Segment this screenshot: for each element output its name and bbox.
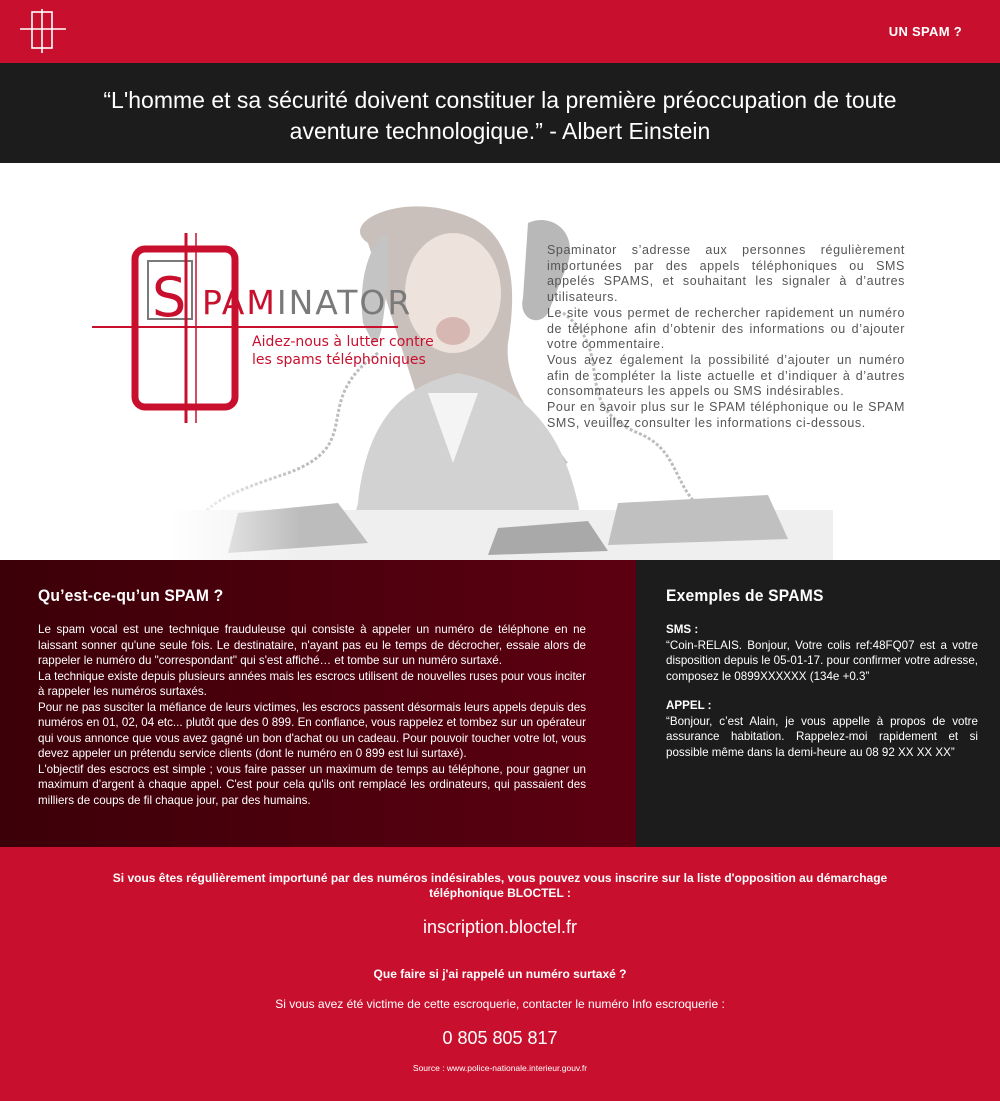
site-logo-icon[interactable]: [18, 9, 68, 53]
logo-letter-s: S: [152, 266, 187, 329]
hero-paragraph: Vous avez également la possibilité d’ajouter un numéro afin de compléter la liste actuelle et d’indiquer à d’autres consommateurs les appels ou SMS indésirables.: [547, 352, 905, 399]
victim-instruction: Si vous avez été victime de cette escroquerie, contacter le numéro Info escroquerie :: [275, 997, 725, 1011]
brand-title: [202, 283, 412, 322]
surcharged-question: Que faire si j'ai rappelé un numéro surtaxé ?: [373, 967, 627, 981]
call-example: [666, 698, 978, 760]
what-is-spam-title: Qu’est-ce-qu’un SPAM ?: [38, 586, 224, 605]
call-label: APPEL :: [666, 699, 712, 712]
spam-examples-section: [636, 560, 1000, 847]
tagline-line-1: Aidez-nous à lutter contre: [252, 334, 434, 350]
bloctel-link[interactable]: inscription.bloctel.fr: [422, 917, 578, 937]
spam-paragraph: La technique existe depuis plusieurs années mais les escrocs utilisent de nouvelles ruses pour vous inciter à rappeler les numéros surtaxés.: [38, 669, 586, 698]
quote-band: [0, 63, 1000, 163]
hero-paragraph: Le site vous permet de rechercher rapidement un numéro de téléphone afin d’obtenir des informations ou d’ajouter votre commentaire.: [547, 305, 905, 352]
spam-paragraph: L'objectif des escrocs est simple ; vous faire passer un maximum de temps au téléphone, pour gagner un maximum d’argent à chaque appel. C'est pour cela qu'ils ont remplacé les ordinateurs, qui passaient des milliers de coups de fil chaque jour, par des humains.: [38, 762, 586, 807]
hero-paragraph: Spaminator s’adresse aux personnes régulièrement importunées par des appels téléphoniques ou SMS appelés SPAMS, et souhaitant les signaler à d’autres utilisateurs.: [547, 243, 905, 305]
tagline-line-2: les spams téléphoniques: [252, 352, 426, 368]
spaminator-logo-frame: [88, 231, 468, 431]
what-is-spam-section: [0, 560, 636, 847]
spam-examples-body: [666, 622, 978, 774]
sms-example: [666, 622, 978, 684]
hero-description: [547, 243, 905, 431]
spam-paragraph: Le spam vocal est une technique frauduleuse qui consiste à appeler un numéro de téléphone en ne laissant sonner qu'une seule fois. Le destinataire, n'ayant pas eu le temps de décrocher, essaie alors de rappeler le numéro du "correspondant" qui s'est affiché… et tombe sur un numéro surtaxé.: [38, 623, 586, 667]
nav-un-spam-link[interactable]: UN SPAM ?: [888, 24, 962, 39]
top-bar: [0, 0, 1000, 63]
bloctel-intro: Si vous êtes régulièrement importuné par des numéros indésirables, vous pouvez vous inscrire sur la liste d'opposition au démarchage téléphonique BLOCTEL :: [112, 871, 888, 900]
footer-section: [0, 847, 1000, 1101]
source-credit: Source : www.police-nationale.interieur.gouv.fr: [412, 1063, 588, 1073]
sms-label: SMS :: [666, 623, 699, 636]
sms-text: “Coin-RELAIS. Bonjour, Votre colis ref:48FQ07 est a votre disposition depuis le 05-01-17. pour confirmer votre adresse, composez le 0899XXXXXX (134e +0.3”: [666, 638, 978, 683]
spam-paragraph: Pour ne pas susciter la méfiance de leurs victimes, les escrocs passent désormais leurs appels depuis des numéros en 01, 02, 04 etc... plutôt que des 0 899. En confiance, vous rappelez et tombez sur un opérateur qui vous annonce que vous avez gagné un bon d'achat ou un cadeau. Pour pouvoir toucher votre lot, vous devez appeler un prétendu service clients (dont le numéro en 0 899 est lui surtaxé).: [38, 700, 586, 760]
brand-title-pam: PAM: [202, 283, 277, 322]
brand-tagline: [252, 333, 434, 369]
brand-title-inator: INATOR: [276, 283, 413, 322]
hero-section: [0, 163, 1000, 560]
hero-paragraph: Pour en savoir plus sur le SPAM téléphonique ou le SPAM SMS, veuillez consulter les informations ci-dessous.: [547, 400, 905, 430]
info-escroquerie-phone: 0 805 805 817: [442, 1028, 558, 1048]
call-text: “Bonjour, c’est Alain, je vous appelle à propos de votre assurance habitation. Rappelez-moi rapidement et si possible même dans la demi-heure au 08 92 XX XX XX”: [666, 714, 978, 759]
what-is-spam-body: [38, 622, 586, 808]
spam-examples-title: Exemples de SPAMS: [666, 586, 824, 605]
einstein-quote: “L'homme et sa sécurité doivent constituer la première préoccupation de toute aventure technologique.” - Albert Einstein: [103, 87, 897, 144]
